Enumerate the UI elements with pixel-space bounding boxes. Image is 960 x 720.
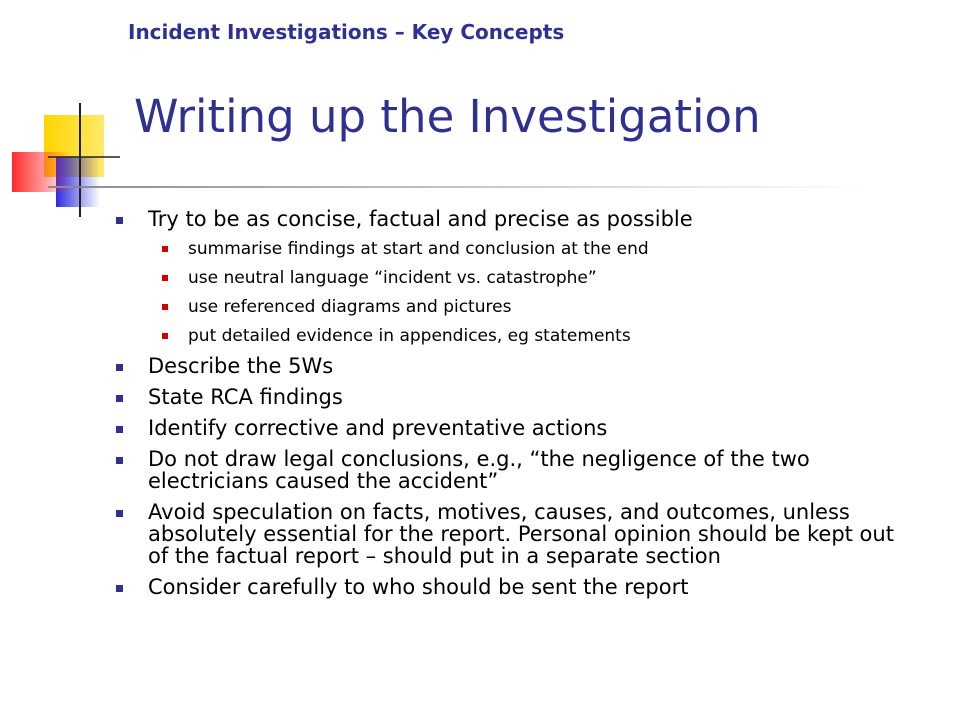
slide-header: Incident Investigations – Key Concepts [128, 20, 565, 44]
bullet-item: Avoid speculation on facts, motives, causes, and outcomes, unless absolutely essential for the report. Personal opinion should be kept out of the factual report – should put in a separate section [112, 501, 912, 567]
sub-bullet-item: summarise findings at start and conclusion at the end [112, 239, 912, 259]
bullet-list [112, 208, 912, 598]
bullet-item: Consider carefully to who should be sent the report [112, 576, 912, 598]
bullet-item: State RCA findings [112, 386, 912, 408]
bullet-item: Try to be as concise, factual and precise as possible [112, 208, 912, 230]
bullet-item: Do not draw legal conclusions, e.g., “the negligence of the two electricians caused the accident” [112, 448, 912, 492]
slide-title: Writing up the Investigation [134, 90, 761, 143]
sub-bullet-item: use referenced diagrams and pictures [112, 297, 912, 317]
bullet-item: Identify corrective and preventative actions [112, 417, 912, 439]
bullet-item: Describe the 5Ws [112, 355, 912, 377]
sub-bullet-item: put detailed evidence in appendices, eg statements [112, 326, 912, 346]
sub-bullet-item: use neutral language “incident vs. catastrophe” [112, 268, 912, 288]
